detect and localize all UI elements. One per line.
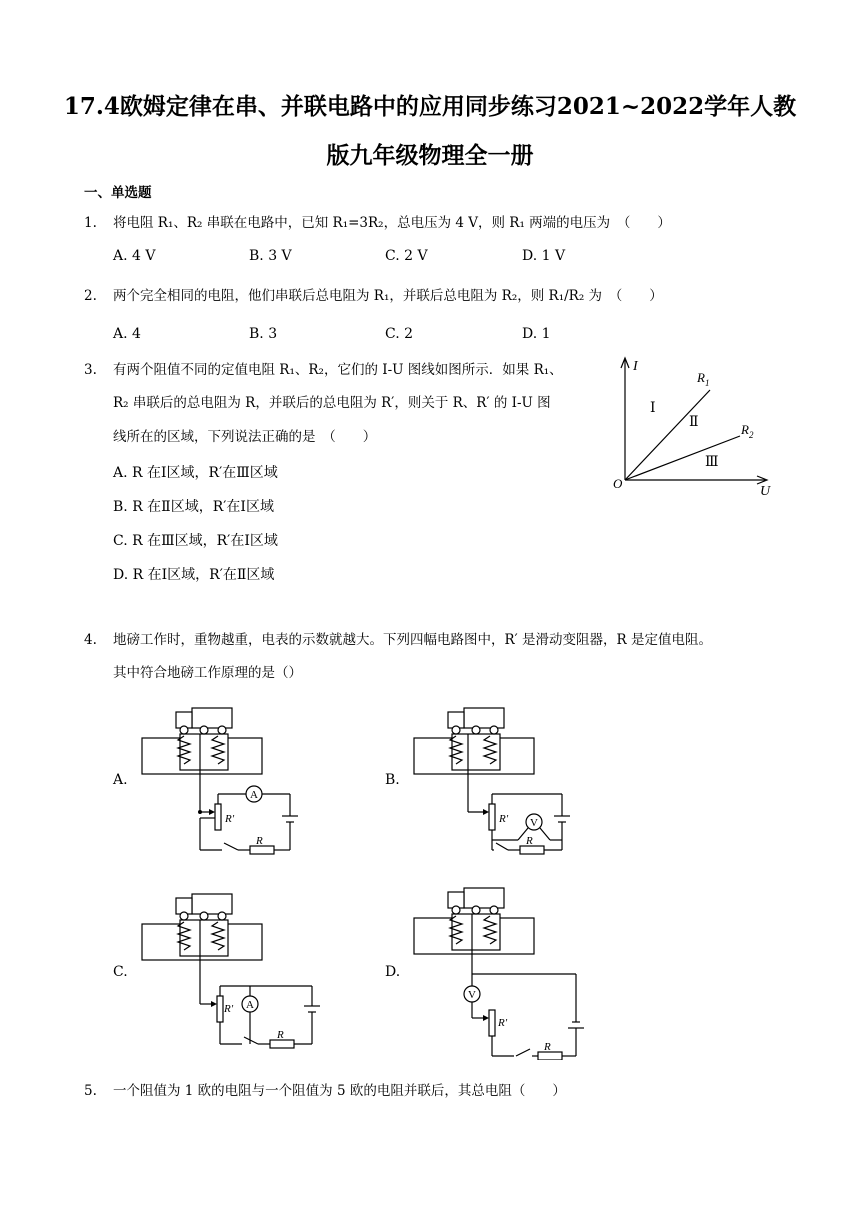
circuit-diagram-d [412,880,592,1060]
option-a: A. R 在Ⅰ区域，R′在Ⅲ区域 [113,465,278,481]
circuit-diagram-c [140,886,320,1056]
option-b: B. R 在Ⅱ区域，R′在Ⅰ区域 [113,499,274,515]
section-heading: 一、单选题 [84,185,152,201]
iu-graph [605,352,785,497]
question-text-line3: 线所在的区域，下列说法正确的是 （ ） [113,429,377,445]
option-d: D. 1 [522,326,551,342]
option-d: D. [385,964,401,980]
option-a: A. 4 [113,326,141,342]
question-text: 两个完全相同的电阻，他们串联后总电阻为 R₁，并联后总电阻为 R₂，则 R₁/R₂ 为 （ ） [113,288,663,304]
resistor-label: R [256,835,263,847]
rheostat-label: R′ [224,1003,234,1015]
option-d: D. 1 V [522,248,566,264]
origin-label: O [613,476,623,491]
rheostat-label: R′ [225,813,235,825]
ammeter-label: A [250,789,258,801]
r2-line [625,436,740,480]
circuit-diagram-a [140,700,310,860]
region-2-label: Ⅱ [689,415,699,430]
page-title-line2: 版九年级物理全一册 [326,142,534,169]
question-text: 将电阻 R₁、R₂ 串联在电路中，已知 R₁=3R₂，总电压为 4 V，则 R₁ 两端的电压为 （ ） [113,215,671,231]
question-text-line2: 其中符合地磅工作原理的是（） [113,665,302,681]
option-c: C. 2 V [385,248,428,264]
question-text: 一个阻值为 1 欧的电阻与一个阻值为 5 欧的电阻并联后，其总电阻（ ） [113,1083,566,1099]
r1-label: $R_1$ [697,370,710,388]
option-a: A. [113,772,128,788]
y-axis-label: I [633,359,638,374]
page-title-line1: 17.4欧姆定律在串、并联电路中的应用同步练习2021~2022学年人教 [63,93,797,120]
resistor-label: R [526,835,533,847]
option-b: B. 3 [249,326,278,342]
voltmeter-label: V [468,989,476,1001]
circuit-diagram-b [412,700,582,860]
question-number: 5. [84,1083,97,1099]
resistor-label: R [277,1029,284,1041]
region-3-label: Ⅲ [705,455,719,470]
option-b: B. 3 V [249,248,292,264]
ammeter-label: A [246,999,254,1011]
option-c: C. R 在Ⅲ区域，R′在Ⅰ区域 [113,533,278,549]
question-text-line1: 有两个阻值不同的定值电阻 R₁、R₂，它们的 I-U 图线如图所示．如果 R₁、 [113,362,563,378]
option-a: A. 4 V [113,248,156,264]
question-number: 3. [84,362,97,378]
option-c: C. [113,964,128,980]
question-text-line1: 地磅工作时，重物越重，电表的示数就越大。下列四幅电路图中，R′ 是滑动变阻器，R 是定值电阻。 [113,632,712,648]
region-1-label: Ⅰ [650,401,656,416]
r1-line [625,390,710,480]
resistor-label: R [544,1041,551,1053]
r2-label: $R_2$ [741,422,754,440]
x-axis-label: U [760,484,771,497]
option-d: D. R 在Ⅰ区域，R′在Ⅱ区域 [113,567,275,583]
question-text-line2: R₂ 串联后的总电阻为 R，并联后的总电阻为 R′，则关于 R、R′ 的 I-U 图 [113,395,551,411]
option-b: B. [385,772,400,788]
rheostat-label: R′ [499,813,509,825]
option-c: C. 2 [385,326,414,342]
rheostat-label: R′ [498,1017,508,1029]
question-number: 4. [84,632,97,648]
question-number: 2. [84,288,97,304]
voltmeter-label: V [530,817,538,829]
question-number: 1. [84,215,97,231]
